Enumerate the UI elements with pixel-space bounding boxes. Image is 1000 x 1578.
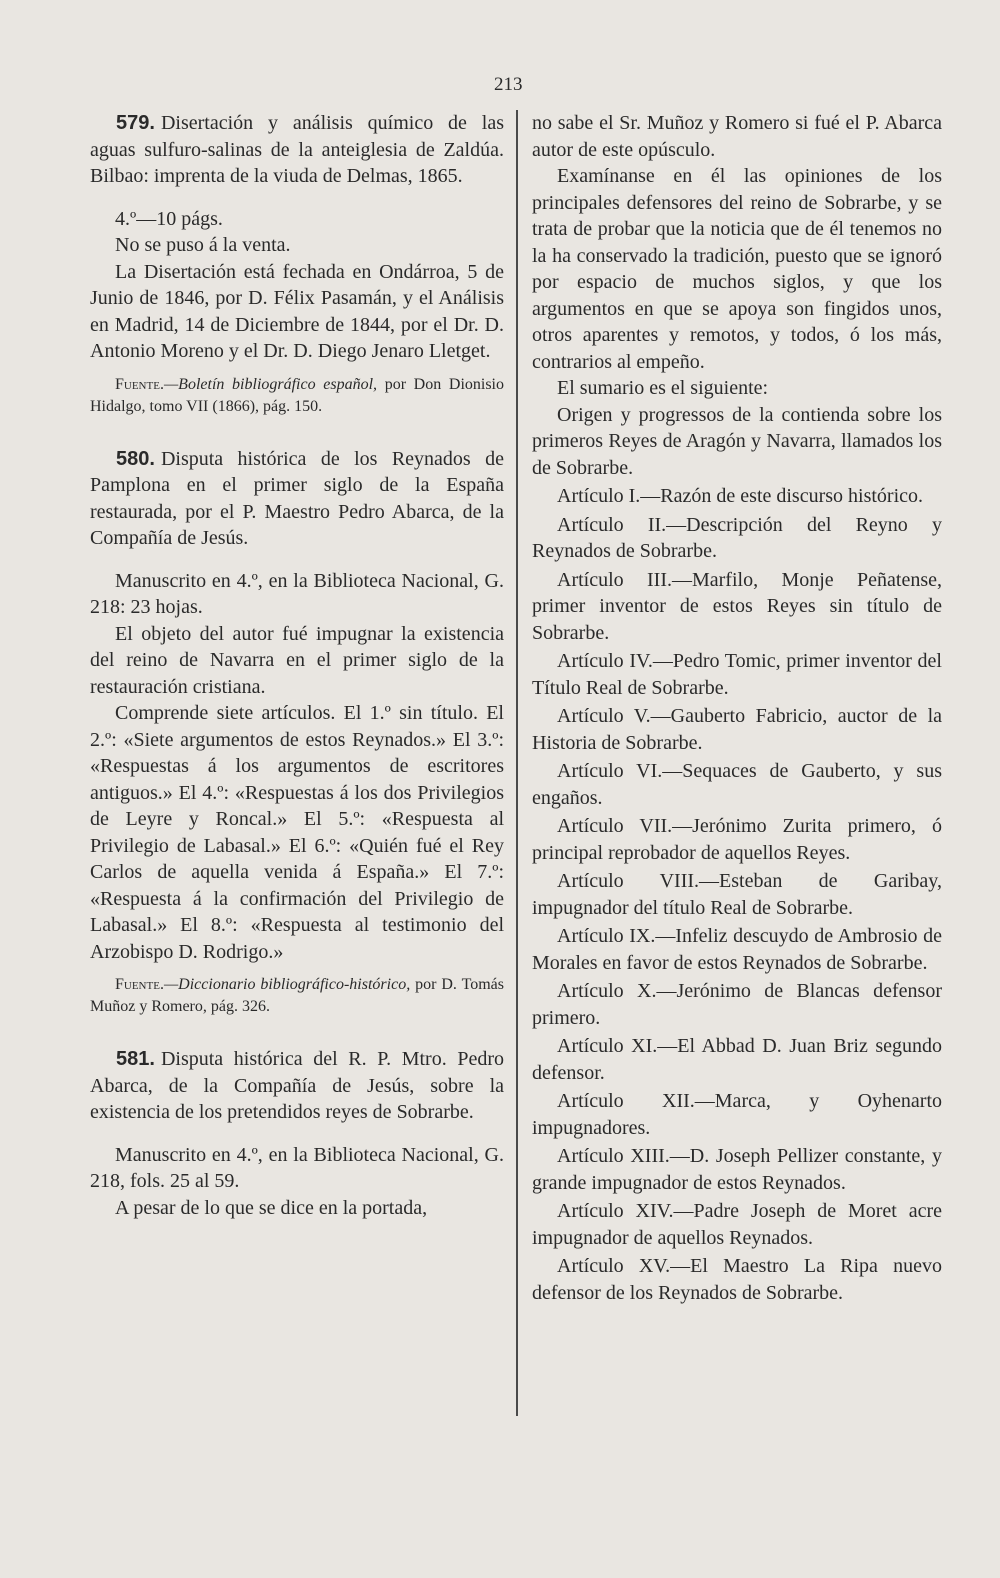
entry-title-text: Disputa histórica del R. P. Mtro. Pedro Abarca, de la Compañía de Jesús, sobre la existencia de los pretendidos reyes de Sobrarbe. (90, 1048, 504, 1123)
entry-title-text: Disputa histórica de los Reynados de Pamplona en el primer siglo de la España restaurada, por el P. Maestro Pedro Abarca, de la Compañía de Jesús. (90, 447, 504, 549)
continuation-text: no sabe el Sr. Muñoz y Romero si fué el P. Abarca autor de este opúsculo. (532, 112, 942, 161)
column-divider (516, 110, 518, 1416)
entry-579-fuente (90, 374, 504, 418)
article-item: Artículo I.—Razón de este discurso histórico. (557, 485, 924, 507)
entry-581-manuscript: Manuscrito en 4.º, en la Biblioteca Nacional, G. 218, fols. 25 al 59. (90, 1143, 504, 1192)
article-item: Artículo IV.—Pedro Tomic, primer inventor del Título Real de Sobrarbe. (532, 650, 942, 699)
article-item: Artículo X.—Jerónimo de Blancas defensor primero. (532, 980, 942, 1029)
fuente-label: Fuente. (115, 976, 164, 993)
article-list (532, 483, 942, 1306)
article-item: Artículo III.—Marfilo, Monje Peñatense, primer inventor de estos Reyes sin título de Sobrarbe. (532, 568, 942, 644)
fuente-label: Fuente. (115, 375, 164, 393)
entry-579-note: La Disertación está fechada en Ondárroa, 5 de Junio de 1846, por D. Félix Pasamán, y el Análisis en Madrid, 14 de Diciembre de 1844, por el Dr. D. Antonio Moreno y el Dr. D. Diego Jenaro Lletget. (90, 260, 504, 362)
left-column (90, 110, 504, 1221)
fuente-rest: por D. Tomás Muñoz y Romero, pág. 326. (90, 976, 504, 1015)
page-number: 213 (494, 74, 523, 95)
article-item: Artículo XII.—Marca, y Oyhenarto impugnadores. (532, 1090, 942, 1139)
entry-581-pesar: A pesar de lo que se dice en la portada, (115, 1196, 428, 1219)
fuente-title: —Diccionario bibliográfico-histórico, (163, 976, 411, 993)
article-item: Artículo V.—Gauberto Fabricio, auctor de la Historia de Sobrarbe. (532, 705, 942, 754)
article-item: Artículo II.—Descripción del Reyno y Reynados de Sobrarbe. (532, 513, 942, 562)
entry-581-title (90, 1046, 504, 1126)
fuente-rest: por Don Dionisio Hidalgo, tomo VII (1866), pág. 150. (90, 375, 504, 415)
entry-number: 579. (116, 112, 155, 134)
article-item: Artículo XI.—El Abbad D. Juan Briz segundo defensor. (532, 1035, 942, 1084)
entry-580-title (90, 446, 504, 552)
origen-paragraph: Origen y progressos de la contienda sobre los primeros Reyes de Aragón y Navarra, llamados los de Sobrarbe. (532, 403, 942, 479)
entry-number: 580. (116, 447, 155, 470)
entry-579-title (90, 110, 504, 190)
entry-579-format: 4.º—10 págs. (115, 207, 223, 230)
entry-title-text: Disertación y análisis químico de las aguas sulfuro-salinas de la anteiglesia de Zaldúa. Bilbao: imprenta de la viuda de Delmas, 1865. (90, 112, 504, 187)
article-item: Artículo VI.—Sequaces de Gauberto, y sus engaños. (532, 760, 942, 809)
entry-number: 581. (116, 1048, 155, 1070)
right-column (532, 110, 942, 1306)
sumario-heading: El sumario es el siguiente: (557, 377, 769, 399)
entry-580-manuscript: Manuscrito en 4.º, en la Biblioteca Nacional, G. 218: 23 hojas. (90, 569, 504, 618)
article-item: Artículo VIII.—Esteban de Garibay, impugnador del título Real de Sobrarbe. (532, 870, 942, 919)
examinanse-paragraph: Examínanse en él las opiniones de los principales defensores del reino de Sobrarbe, y se trata de probar que la noticia que de él tenemos no la ha conservado la tradición, puesto que se ignoró por espacio de muchos siglos, y que los argumentos en que se apoya son fingidos unos, otros aparentes y remotos, y todos, ó los más, contrarios al empeño. (532, 165, 942, 373)
fuente-title: —Boletín bibliográfico español, (163, 375, 378, 393)
article-item: Artículo XIII.—D. Joseph Pellizer constante, y grande impugnador de estos Reynados. (532, 1145, 942, 1194)
article-item: Artículo XIV.—Padre Joseph de Moret acre impugnador de aquellos Reynados. (532, 1200, 942, 1249)
entry-580-objeto: El objeto del autor fué impugnar la existencia del reino de Navarra en el primer siglo de la restauración cristiana. (90, 622, 504, 698)
article-item: Artículo XV.—El Maestro La Ripa nuevo defensor de los Reynados de Sobrarbe. (532, 1255, 942, 1304)
entry-580-fuente (90, 974, 504, 1018)
entry-580-comprende: Comprende siete artículos. El 1.º sin título. El 2.º: «Siete argumentos de estos Reynados.» El 3.º: «Respuestas á los argumentos de escritores antiguos.» El 4.º: «Respuestas á los dos Privilegios de Leyre y Roncal.» El 5.º: «Respuesta al Privilegio de Labasal.» El 6.º: «Quién fué el Rey Carlos de aquella venida á España.» El 7.º: «Respuesta á la confirmación del Privilegio de Labasal.» El 8.º: «Respuesta al testimonio del Arzobispo D. Rodrigo.» (90, 702, 504, 963)
article-item: Artículo IX.—Infeliz descuydo de Ambrosio de Morales en favor de estos Reynados de Sobrarbe. (532, 925, 942, 974)
entry-579-sale: No se puso á la venta. (115, 234, 291, 256)
article-item: Artículo VII.—Jerónimo Zurita primero, ó principal reprobador de aquellos Reyes. (532, 815, 942, 864)
